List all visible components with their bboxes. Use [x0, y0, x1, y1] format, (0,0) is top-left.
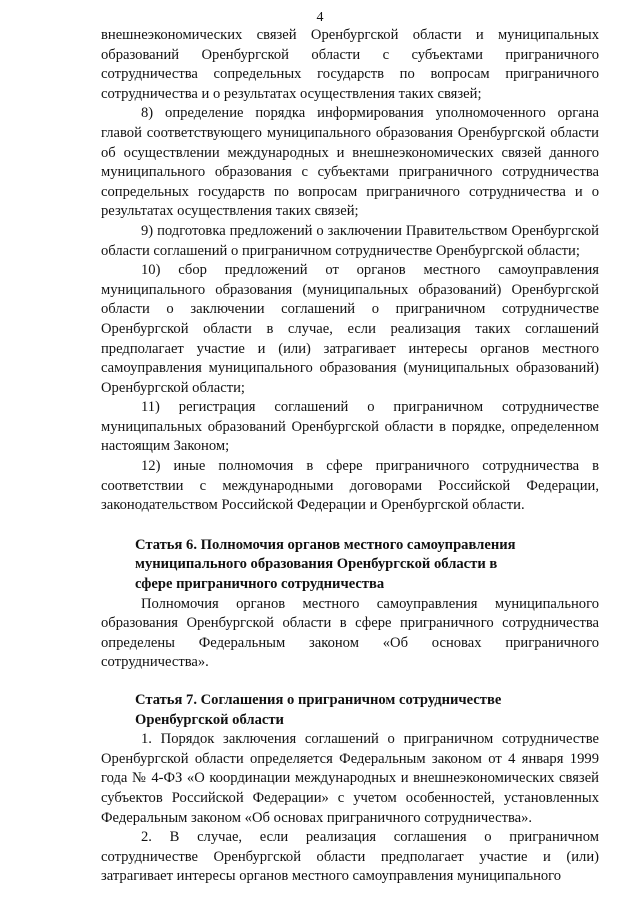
article-7-heading-line-2: Оренбургской области: [135, 711, 284, 728]
article-6-heading: [101, 536, 599, 595]
article-7-heading: [101, 691, 599, 730]
article-7-paragraph-1: 1. Порядок заключения соглашений о приграничном сотрудничестве Оренбургской области определяется Федеральным законом от 4 января 1999 года № 4-ФЗ «О координации международных и внешнеэкономических связей субъектов Российской Федерации» с учетом особенностей, установленных Федеральным законом «Об основах приграничного сотрудничества».: [101, 731, 599, 826]
article-6-heading-line-1: Статья 6. Полномочия органов местного самоуправления: [135, 536, 516, 553]
article-7-heading-line-1: Статья 7. Соглашения о приграничном сотрудничестве: [135, 692, 502, 708]
paragraph-item-8: 8) определение порядка информирования уполномоченного органа главой соответствующего муниципального образования Оренбургской области об осуществлении международных и внешнеэкономических связей данного муниципального образования с субъектами приграничного сотрудничества сопредельных государств по вопросам приграничного сотрудничества и о результатах осуществления таких связей;: [101, 105, 599, 220]
article-6-heading-line-2: муниципального образования Оренбургской области в: [135, 556, 498, 573]
document-body: [101, 26, 599, 887]
paragraph-continuation: внешнеэкономических связей Оренбургской области и муниципальных образований Оренбургской области с субъектами приграничного сотрудничества сопредельных государств по вопросам приграничного сотрудничества и о результатах осуществления таких связей;: [101, 27, 599, 102]
paragraph-item-10: 10) сбор предложений от органов местного самоуправления муниципального образования (муниципальных образований) Оренбургской области о заключении соглашений о приграничном сотрудничестве Оренбургской области в случае, если реализация таких соглашений предполагает участие и (или) затрагивает интересы органов местного самоуправления муниципального образования (муниципальных образований) Оренбургской области;: [101, 262, 599, 396]
paragraph-item-12: 12) иные полномочия в сфере приграничного сотрудничества в соответствии с международными договорами Российской Федерации, законодательством Российской Федерации и Оренбургской области.: [101, 458, 599, 514]
article-6-heading-line-3: сфере приграничного сотрудничества: [135, 576, 385, 593]
article-6-text: Полномочия органов местного самоуправления муниципального образования Оренбургской области в сфере приграничного сотрудничества определены Федеральным законом «Об основах приграничного сотрудничества».: [101, 595, 599, 671]
paragraph-item-9: 9) подготовка предложений о заключении Правительством Оренбургской области соглашений о приграничном сотрудничестве Оренбургской области;: [101, 222, 599, 259]
page-number: 4: [316, 10, 324, 25]
paragraph-item-11: 11) регистрация соглашений о приграничном сотрудничестве муниципальных образований Оренбургской области в порядке, определенном настоящим Законом;: [101, 399, 599, 455]
article-7-paragraph-2: 2. В случае, если реализация соглашения о приграничном сотрудничестве Оренбургской области предполагает участие и (или) затрагивает интересы органов местного самоуправления муниципального: [101, 829, 599, 885]
